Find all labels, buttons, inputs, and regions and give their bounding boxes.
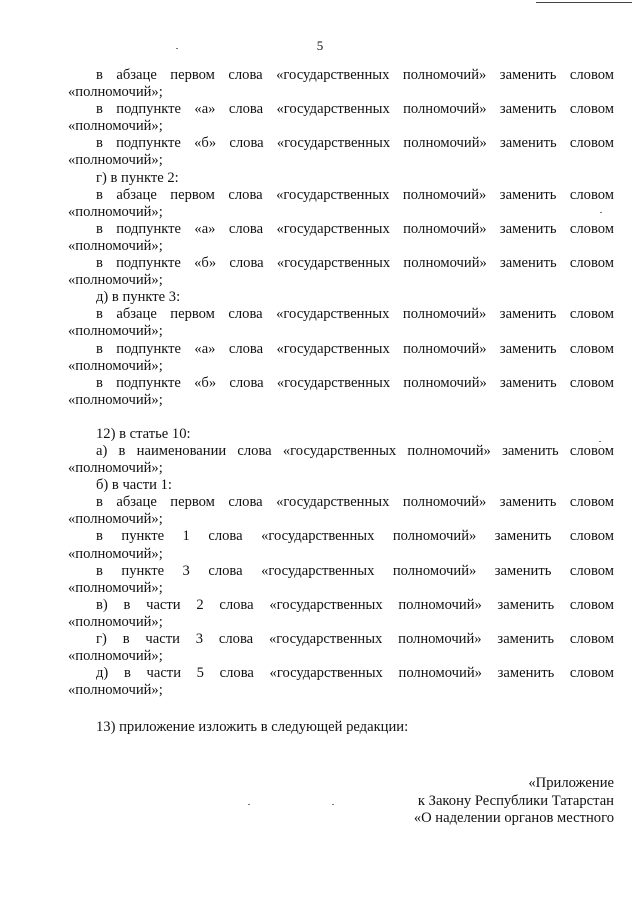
amendment-paragraph xyxy=(68,101,614,135)
paragraph-continuation-line: «полномочий»; xyxy=(68,118,163,135)
scan-speck xyxy=(332,804,334,805)
amendment-paragraph xyxy=(68,443,614,477)
paragraph-first-line: в абзаце первом слова «государственных полномочий» заменить словом xyxy=(96,186,614,203)
scan-speck xyxy=(599,441,601,442)
paragraph-first-line: в подпункте «б» слова «государственных полномочий» заменить словом xyxy=(96,374,614,391)
amendment-paragraph xyxy=(68,187,614,221)
paragraph-continuation-line: «полномочий»; xyxy=(68,460,163,477)
amendment-list-section-12 xyxy=(68,443,614,699)
header-rule xyxy=(536,2,632,3)
scan-speck xyxy=(248,804,250,805)
paragraph-continuation-line: «полномочий»; xyxy=(68,357,163,374)
paragraph-first-line: а) в наименовании слова «государственных полномочий» заменить словом xyxy=(96,442,614,459)
paragraph-continuation-line: «полномочий»; xyxy=(68,84,163,101)
paragraph-continuation-line: «полномочий»; xyxy=(68,648,163,665)
paragraph-continuation-line: «полномочий»; xyxy=(68,613,163,630)
appendix-law-reference: к Закону Республики Татарстан xyxy=(417,792,614,809)
amendment-paragraph xyxy=(68,170,614,187)
paragraph-continuation-line: «полномочий»; xyxy=(68,272,163,289)
amendment-paragraph xyxy=(68,67,614,101)
paragraph-first-line: в) в части 2 слова «государственных полномочий» заменить словом xyxy=(96,596,614,613)
paragraph-continuation-line: «полномочий»; xyxy=(68,237,163,254)
document-body xyxy=(68,67,614,736)
paragraph-continuation-line: «полномочий»; xyxy=(68,579,163,596)
amendment-paragraph xyxy=(68,477,614,494)
amendment-paragraph xyxy=(68,563,614,597)
section-12-heading-text: 12) в статье 10: xyxy=(96,425,191,442)
amendment-paragraph xyxy=(68,289,614,306)
amendment-paragraph xyxy=(68,597,614,631)
paragraph-first-line: б) в части 1: xyxy=(96,477,172,494)
paragraph-continuation-line: «полномочий»; xyxy=(68,323,163,340)
paragraph-continuation-line: «полномочий»; xyxy=(68,682,163,699)
paragraph-continuation-line: «полномочий»; xyxy=(68,545,163,562)
paragraph-continuation-line: «полномочий»; xyxy=(68,511,163,528)
amendment-paragraph xyxy=(68,631,614,665)
scan-speck xyxy=(176,48,178,49)
paragraph-first-line: г) в пункте 2: xyxy=(96,169,179,186)
paragraph-first-line: в абзаце первом слова «государственных полномочий» заменить словом xyxy=(96,306,614,323)
amendment-paragraph xyxy=(68,255,614,289)
paragraph-first-line: в подпункте «а» слова «государственных полномочий» заменить словом xyxy=(96,101,614,118)
amendment-paragraph xyxy=(68,306,614,340)
amendment-paragraph xyxy=(68,528,614,562)
paragraph-gap xyxy=(68,699,614,719)
paragraph-continuation-line: «полномочий»; xyxy=(68,391,163,408)
appendix-title: «Приложение xyxy=(528,775,614,791)
section-13-heading-text: 13) приложение изложить в следующей редакции: xyxy=(96,719,409,736)
amendment-list-section-11 xyxy=(68,67,614,409)
paragraph-first-line: в абзаце первом слова «государственных полномочий» заменить словом xyxy=(96,67,614,83)
paragraph-first-line: в пункте 1 слова «государственных полномочий» заменить словом xyxy=(96,528,614,545)
amendment-paragraph xyxy=(68,221,614,255)
paragraph-first-line: д) в части 5 слова «государственных полномочий» заменить словом xyxy=(96,665,614,682)
paragraph-first-line: д) в пункте 3: xyxy=(96,289,181,306)
page-number: 5 xyxy=(316,38,324,53)
scan-speck xyxy=(600,212,602,213)
paragraph-first-line: в пункте 3 слова «государственных полномочий» заменить словом xyxy=(96,562,614,579)
paragraph-first-line: в подпункте «а» слова «государственных полномочий» заменить словом xyxy=(96,340,614,357)
appendix-law-name: «О наделении органов местного xyxy=(413,810,614,826)
paragraph-first-line: в подпункте «б» слова «государственных полномочий» заменить словом xyxy=(96,135,614,152)
appendix-header xyxy=(314,775,614,828)
section-12-heading xyxy=(68,426,614,443)
paragraph-gap xyxy=(68,409,614,426)
amendment-paragraph xyxy=(68,341,614,375)
amendment-paragraph xyxy=(68,135,614,169)
amendment-paragraph xyxy=(68,494,614,528)
paragraph-continuation-line: «полномочий»; xyxy=(68,152,163,169)
paragraph-first-line: г) в части 3 слова «государственных полномочий» заменить словом xyxy=(96,631,614,647)
paragraph-first-line: в подпункте «а» слова «государственных полномочий» заменить словом xyxy=(96,220,614,237)
paragraph-first-line: в подпункте «б» слова «государственных полномочий» заменить словом xyxy=(96,255,614,272)
amendment-paragraph xyxy=(68,665,614,699)
paragraph-continuation-line: «полномочий»; xyxy=(68,203,163,220)
amendment-paragraph xyxy=(68,375,614,409)
paragraph-first-line: в абзаце первом слова «государственных полномочий» заменить словом xyxy=(96,494,614,511)
section-13-heading xyxy=(68,719,614,736)
